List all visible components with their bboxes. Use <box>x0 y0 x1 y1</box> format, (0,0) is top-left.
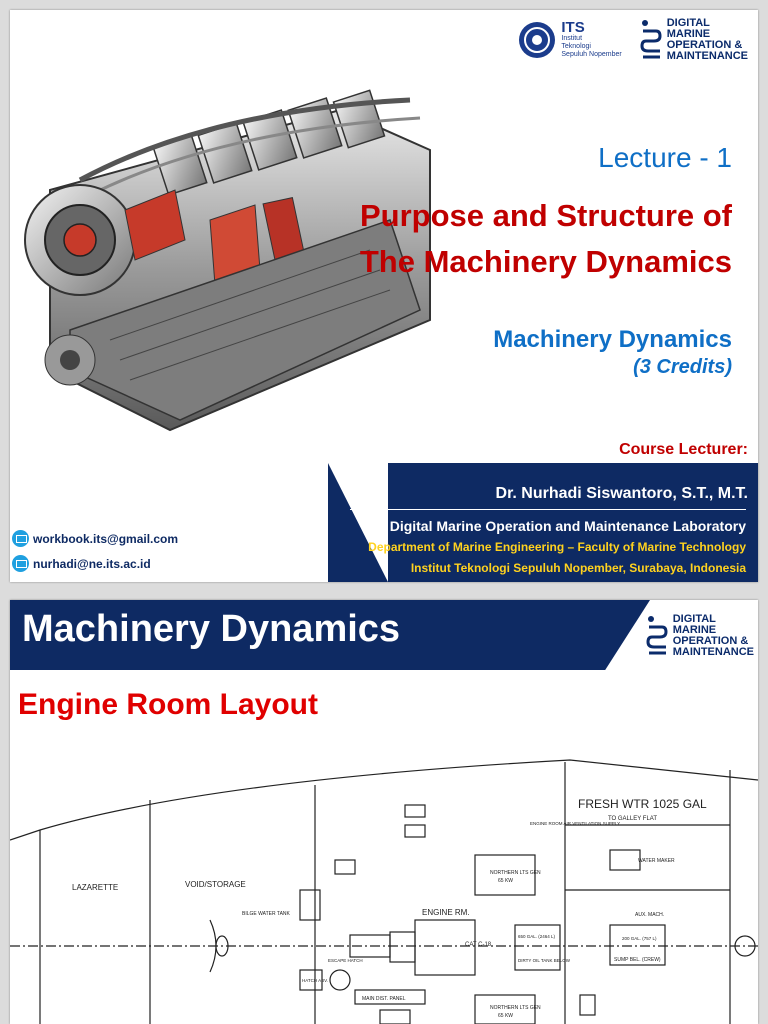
dmom-symbol-icon <box>640 19 662 61</box>
dmom-line1: DIGITAL <box>672 613 716 625</box>
dmom-line3: OPERATION & <box>666 39 743 51</box>
sump-label: SUMP BEL. (CREW) <box>614 957 661 963</box>
void-storage-label: VOID/STORAGE <box>185 880 246 889</box>
institute-name: Institut Teknologi Sepuluh Nopember, Surabaya, Indonesia <box>410 561 746 575</box>
lecture-title-line2: The Machinery Dynamics <box>359 244 732 279</box>
ventilation-label: ENGINE ROOM AIR VENTILATION SUPPLY <box>530 821 621 826</box>
course-credits: (3 Credits) <box>633 356 732 378</box>
mail-icon <box>12 555 29 572</box>
band-divider <box>350 509 746 510</box>
content-slide <box>10 600 758 1024</box>
mail-icon <box>12 530 29 547</box>
title-slide <box>10 10 758 582</box>
lecture-title <box>360 193 732 285</box>
engine-room-label: ENGINE RM. <box>422 908 470 917</box>
dmom-symbol-icon <box>646 615 668 657</box>
email-address-1: workbook.its@gmail.com <box>33 531 179 546</box>
sump-capacity: 200 GAL. (757 L) <box>622 936 657 941</box>
dirty-oil-capacity: 650 GAL. (2464 L) <box>518 934 556 939</box>
header-logos <box>517 18 748 62</box>
main-panel-label: MAIN DIST. PANEL <box>362 996 406 1002</box>
dmom-logo <box>646 614 754 658</box>
header-title: Machinery Dynamics <box>22 608 401 650</box>
engine-room-layout-drawing <box>10 740 758 1024</box>
dmom-line1: DIGITAL <box>666 17 710 29</box>
generator-label-north: NORTHERN LTS GEN <box>490 870 541 876</box>
dmom-line2: MARINE <box>666 28 711 40</box>
lecturer-label: Course Lecturer: <box>619 441 748 458</box>
fresh-water-label: FRESH WTR 1025 GAL <box>578 797 707 811</box>
its-logo <box>517 20 621 60</box>
bilge-tank-label: BILGE WATER TANK <box>242 911 290 917</box>
department-name: Department of Marine Engineering – Faculty of Marine Technology <box>368 540 746 554</box>
lecture-title-line1: Purpose and Structure of <box>359 198 732 233</box>
its-line2: Teknologi <box>561 43 591 50</box>
lazarette-label: LAZARETTE <box>72 883 119 892</box>
dmom-line4: MAINTENANCE <box>672 646 754 658</box>
generator-kw-south: 65 KW <box>498 1013 514 1019</box>
lecturer-name: Dr. Nurhadi Siswantoro, S.T., M.T. <box>495 485 748 502</box>
email-address-2: nurhadi@ne.its.ac.id <box>33 556 151 571</box>
hatch-label: HATCH ABV. <box>302 978 329 983</box>
course-name: Machinery Dynamics <box>493 326 732 353</box>
aux-machinery-label: AUX. MACH. <box>635 912 665 918</box>
escape-hatch-label: ESCAPE HATCH <box>328 958 363 963</box>
water-maker-label: WATER MAKER <box>638 858 675 864</box>
dmom-line2: MARINE <box>672 624 717 636</box>
dmom-logo <box>640 18 748 62</box>
its-name: ITS <box>561 19 585 36</box>
dirty-oil-label: DIRTY OIL TANK BELOW <box>518 958 571 963</box>
slide-subtitle: Engine Room Layout <box>18 688 318 721</box>
generator-label-south: NORTHERN LTS GEN <box>490 1005 541 1011</box>
dmom-line3: OPERATION & <box>672 635 749 647</box>
dmom-line4: MAINTENANCE <box>666 50 748 62</box>
email-contact-1[interactable] <box>12 530 178 547</box>
to-galley-label: TO GALLEY FLAT <box>608 816 658 822</box>
lecture-number: Lecture - 1 <box>598 142 732 173</box>
main-engine-label: CAT C-18 <box>465 942 492 948</box>
its-line1: Institut <box>561 35 583 42</box>
laboratory-name: Digital Marine Operation and Maintenance Laboratory <box>389 518 746 534</box>
slide-header <box>10 600 758 670</box>
generator-kw-north: 65 KW <box>498 878 514 884</box>
email-contact-2[interactable] <box>12 555 151 572</box>
its-line3: Sepuluh Nopember <box>561 51 622 58</box>
its-seal-icon <box>517 20 557 60</box>
